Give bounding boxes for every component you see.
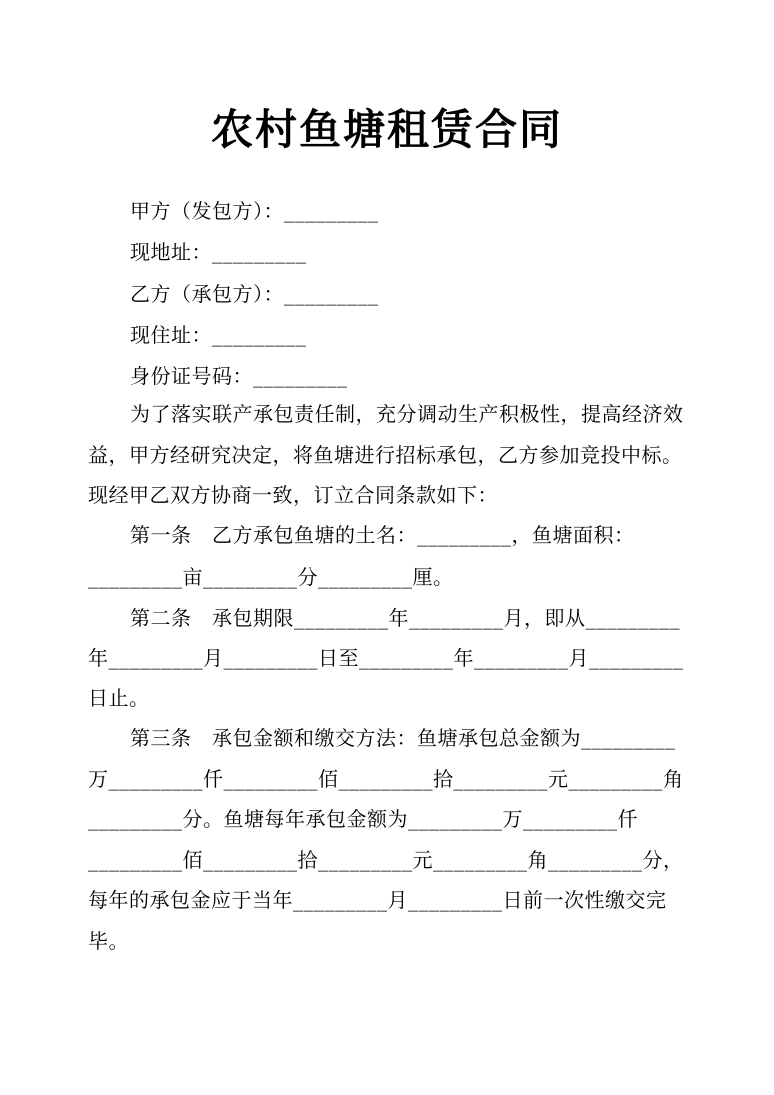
party-b-line: 乙方（承包方）：_________ [130,282,379,306]
article-3-line-2: 万_________仟_________佰_________拾_________元_________角 [88,767,684,791]
party-a-line: 甲方（发包方）：_________ [130,199,379,223]
id-number-line: 身份证号码：_________ [130,364,348,388]
party-a-address-line: 现地址：_________ [130,240,307,264]
article-3-line-1: 第三条 承包金额和缴交方法：鱼塘承包总金额为_________ [130,726,676,750]
preamble-line-3: 现经甲乙双方协商一致，订立合同条款如下： [88,483,498,507]
preamble-line-2: 益，甲方经研究决定，将鱼塘进行招标承包，乙方参加竞投中标。 [88,443,683,467]
article-1-line-2: _________亩_________分_________厘。 [88,565,454,589]
article-3-line-4: _________佰_________拾_________元_________角_________分， [88,848,684,872]
preamble-line-1: 为了落实联产承包责任制，充分调动生产积极性，提高经济效 [130,402,684,426]
article-3-line-5: 每年的承包金应于当年_________月_________日前一次性缴交完 [88,888,667,912]
article-3-line-6: 毕。 [88,929,129,953]
article-1-line-1: 第一条 乙方承包鱼塘的土名：_________，鱼塘面积： [130,523,635,547]
party-b-address-line: 现住址：_________ [130,323,307,347]
article-2-line-3: 日止。 [88,686,150,710]
article-2-line-2: 年_________月_________日至_________年_________月_________ [88,646,684,670]
document-title: 农村鱼塘租赁合同 [210,105,563,154]
article-3-line-3: _________分。鱼塘每年承包金额为_________万_________仟 [88,807,638,831]
article-2-line-1: 第二条 承包期限_________年_________月，即从_________ [130,606,680,630]
